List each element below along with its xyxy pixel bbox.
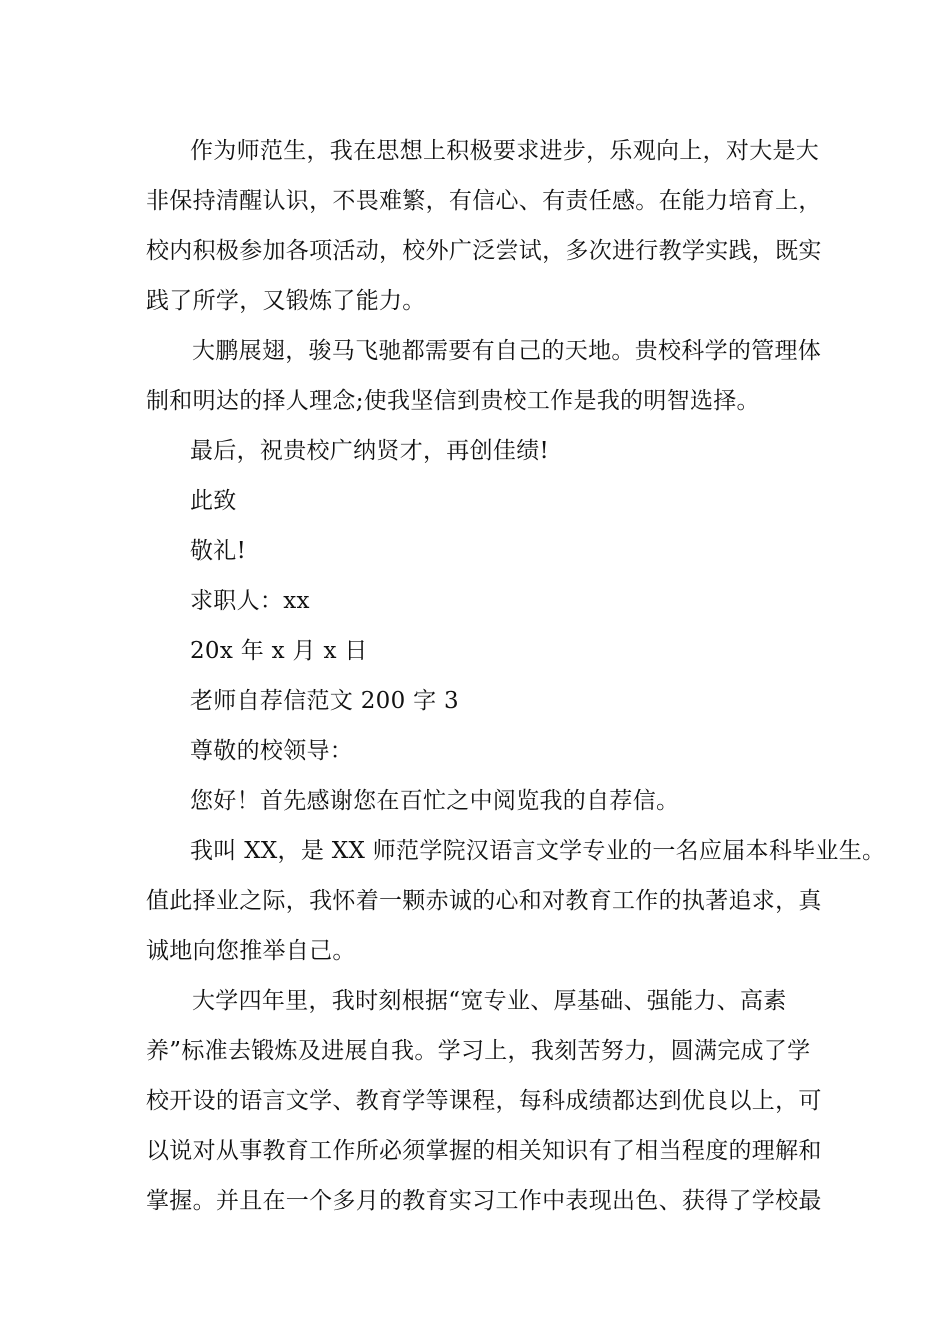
paragraph-line: 掌握。并且在一个多月的教育实习工作中表现出色、获得了学校最: [146, 1188, 822, 1214]
greeting-recipient: 尊敬的校领导：: [190, 738, 354, 764]
paragraph-line: 大鹏展翅，骏马飞驰都需要有自己的天地。贵校科学的管理体: [192, 338, 822, 364]
letter-date: 20x 年 x 月 x 日: [190, 638, 368, 664]
paragraph-line: 制和明达的择人理念;使我坚信到贵校工作是我的明智选择。: [146, 388, 760, 414]
paragraph-line: 值此择业之际，我怀着一颗赤诚的心和对教育工作的执著追求，真: [146, 888, 822, 914]
closing-wish: 最后，祝贵校广纳贤才，再创佳绩!: [190, 438, 550, 464]
applicant-name: 求职人：xx: [190, 588, 310, 614]
section-title: 老师自荐信范文 200 字 3: [190, 688, 459, 714]
salutation-zhizhi: 此致: [190, 488, 237, 514]
paragraph-line: 校内积极参加各项活动，校外广泛尝试，多次进行教学实践，既实: [146, 238, 822, 264]
salutation-jingli: 敬礼!: [190, 538, 247, 564]
paragraph-line: 校开设的语言文学、教育学等课程，每科成绩都达到优良以上，可: [146, 1088, 822, 1114]
paragraph-line: 非保持清醒认识，不畏难繁，有信心、有责任感。在能力培育上，: [146, 188, 822, 214]
paragraph-line: 作为师范生，我在思想上积极要求进步，乐观向上，对大是大: [190, 138, 820, 164]
paragraph-line: 我叫 XX，是 XX 师范学院汉语言文学专业的一名应届本科毕业生。: [190, 838, 886, 864]
paragraph-line: 养”标准去锻炼及进展自我。学习上，我刻苦努力，圆满完成了学: [146, 1038, 811, 1064]
paragraph-line: 诚地向您推举自己。: [146, 938, 356, 964]
paragraph-line: 践了所学，又锻炼了能力。: [146, 288, 426, 314]
paragraph-line: 大学四年里，我时刻根据“宽专业、厚基础、强能力、高素: [192, 988, 787, 1014]
greeting-opening: 您好！首先感谢您在百忙之中阅览我的自荐信。: [190, 788, 680, 814]
paragraph-line: 以说对从事教育工作所必须掌握的相关知识有了相当程度的理解和: [146, 1138, 822, 1164]
